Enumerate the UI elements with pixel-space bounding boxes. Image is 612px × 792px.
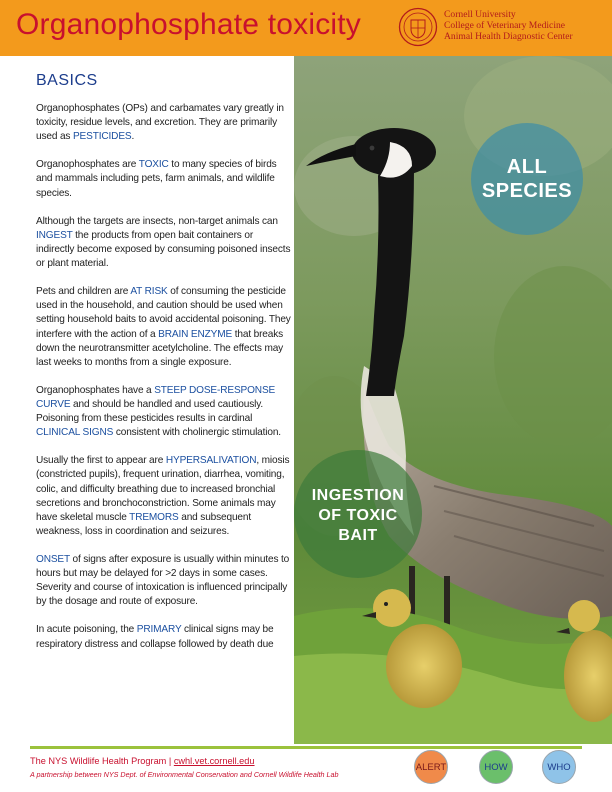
keyword: AT RISK bbox=[130, 286, 168, 298]
who-button[interactable]: WHO bbox=[542, 750, 576, 784]
paragraph: Organophosphates are TOXIC to many species of birds and mammals including pets, farm animals, and wildlife species. bbox=[36, 159, 277, 199]
program-name: The NYS Wildlife Health Program bbox=[30, 756, 167, 766]
keyword: PESTICIDES bbox=[72, 131, 132, 143]
keyword: INGEST bbox=[36, 229, 73, 241]
institution-name bbox=[444, 9, 573, 42]
footer-divider bbox=[30, 746, 582, 749]
cornell-seal-icon bbox=[398, 7, 438, 47]
keyword: BRAIN ENZYME bbox=[158, 328, 233, 340]
paragraph: Organophosphates have a STEEP DOSE-RESPONSE CURVE and should be handled and used cautiously. Poisoning from these pesticides results in cardinal CLINICAL SIGNS consistent with cholinergic stimulation. bbox=[36, 384, 281, 439]
keyword: PRIMARY bbox=[136, 624, 182, 636]
keyword: TOXIC bbox=[138, 159, 169, 171]
goose-photo bbox=[294, 56, 612, 744]
section-title: BASICS bbox=[36, 72, 98, 89]
badge-ingestion-line1: INGESTION bbox=[311, 487, 405, 504]
keyword: HYPERSALIVATION bbox=[165, 455, 257, 467]
paragraph: Usually the first to appear are HYPERSALIVATION, miosis (constricted pupils), frequent urination, diarrhea, vomiting, colic, and difficulty breathing due to increased bronchial secretions and bronchoconstriction. Some animals may have skeletal muscle TREMORS and subsequent weakness, loss in coordination and seizures. bbox=[36, 455, 290, 537]
keyword: STEEP DOSE-RESPONSE CURVE bbox=[36, 384, 276, 410]
badge-ingestion bbox=[294, 450, 422, 578]
footer-program: The NYS Wildlife Health Program | cwhl.vet.cornell.edu bbox=[30, 756, 255, 766]
program-url-link[interactable]: cwhl.vet.cornell.edu bbox=[173, 756, 255, 766]
paragraph: ONSET of signs after exposure is usually within minutes to hours but may be delayed for >2 days in some cases. Severity and course of intoxication is influenced principally by the dosage and route of exposure. bbox=[36, 554, 290, 608]
badge-all-species-line2: SPECIES bbox=[481, 180, 573, 202]
institution-line-3: Animal Health Diagnostic Center bbox=[444, 31, 573, 42]
badge-ingestion-line2: OF TOXIC bbox=[318, 507, 398, 524]
badge-all-species-line1: ALL bbox=[506, 156, 548, 178]
paragraph: In acute poisoning, the PRIMARY clinical signs may be respiratory distress and collapse followed by death due bbox=[36, 624, 274, 650]
body-text bbox=[36, 102, 292, 666]
footer-partnership: A partnership between NYS Dept. of Environmental Conservation and Cornell Wildlife Health Lab bbox=[30, 770, 339, 779]
institution-line-1: Cornell University bbox=[444, 9, 516, 20]
keyword: ONSET bbox=[36, 554, 70, 565]
alert-button[interactable]: ALERT bbox=[414, 750, 448, 784]
paragraph: Although the targets are insects, non-target animals can INGEST the products from open bait containers or indirectly become exposed by consuming poisoned insects or plant material. bbox=[36, 215, 291, 270]
keyword: TREMORS bbox=[129, 511, 179, 523]
text-column bbox=[0, 56, 294, 744]
page-title: Organophosphate toxicity bbox=[16, 8, 362, 41]
institution-line-2: College of Veterinary Medicine bbox=[444, 20, 566, 31]
page-header bbox=[0, 0, 612, 56]
page-footer bbox=[0, 744, 612, 792]
gosling-left bbox=[386, 624, 462, 708]
badge-ingestion-line3: BAIT bbox=[338, 527, 378, 544]
how-button[interactable]: HOW bbox=[479, 750, 513, 784]
paragraph: Pets and children are AT RISK of consuming the pesticide used in the household, and caution should be used when setting household baits to avoid accidental poisoning. They interfere with the action of a BRAIN ENZYME that breaks down the neurotransmitter acetylcholine. The effects may last weeks to months from a single exposure. bbox=[36, 286, 291, 368]
goose-illustration bbox=[294, 56, 612, 744]
keyword: CLINICAL SIGNS bbox=[36, 427, 114, 439]
badge-all-species bbox=[471, 123, 583, 235]
paragraph: Organophosphates (OPs) and carbamates vary greatly in toxicity, residue levels, and excretion. They are primarily used as PESTICIDES. bbox=[36, 103, 284, 143]
